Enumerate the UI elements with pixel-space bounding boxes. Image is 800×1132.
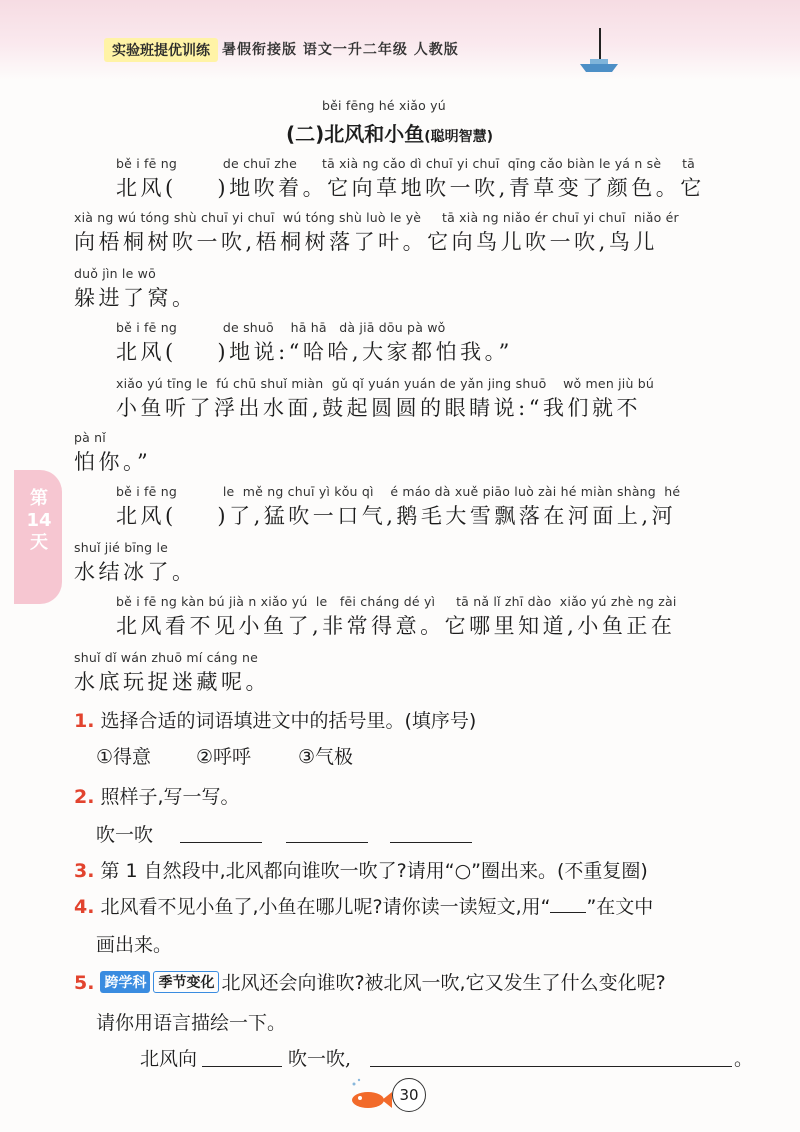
title-text: (二)北风和小鱼 xyxy=(286,122,425,146)
sailboat-icon xyxy=(576,26,622,76)
question-1 xyxy=(74,706,476,733)
day-side-tab xyxy=(14,470,62,604)
title-note: (聪明智慧) xyxy=(424,129,494,145)
passage-title xyxy=(286,118,493,147)
answer-blank-1[interactable] xyxy=(180,842,262,843)
passage-line-7-pinyin: bě i fē ng le mě ng chuī yì kǒu qì é máo dà xuě piāo luò zài hé miàn shàng hé xyxy=(116,484,681,499)
passage-line-1: 北风( )地吹着。它向草地吹一吹,青草变了颜色。它 xyxy=(116,176,705,200)
question-3-number: 3. xyxy=(74,860,95,882)
question-3 xyxy=(74,856,648,883)
question-1-text: 选择合适的词语填进文中的括号里。(填序号) xyxy=(100,710,477,732)
question-5 xyxy=(74,968,666,995)
example-word: 吹一吹 xyxy=(96,824,154,846)
fill-blank-who[interactable] xyxy=(202,1066,282,1067)
question-5-text-b: 请你用语言描绘一下。 xyxy=(96,1012,287,1034)
fill-prompt-a: 北风向 xyxy=(140,1048,198,1070)
passage-line-6-pinyin: pà nǐ xyxy=(74,430,106,445)
question-4 xyxy=(74,892,653,919)
question-3-text: 第 1 自然段中,北风都向谁吹一吹了?请用“○”圈出来。(不重复圈) xyxy=(100,860,648,882)
passage-line-4-pinyin: bě i fē ng de shuō hā hā dà jiā dōu pà wǒ xyxy=(116,320,446,335)
fill-prompt-b: 吹一吹, xyxy=(288,1048,352,1070)
passage-line-5-pinyin: xiǎo yú tīng le fú chū shuǐ miàn gǔ qǐ yuán yuán de yǎn jing shuō wǒ men jiù bú xyxy=(116,376,655,391)
option-3: ③气极 xyxy=(298,746,354,768)
book-edition-info: 暑假衔接版 语文一升二年级 人教版 xyxy=(222,42,459,58)
question-2-number: 2. xyxy=(74,786,95,808)
fill-blank-change[interactable] xyxy=(370,1066,732,1067)
question-4-text-a: 北风看不见小鱼了,小鱼在哪儿呢?请你读一读短文,用“ xyxy=(100,896,551,918)
passage-line-5: 小鱼听了浮出水面,鼓起圆圆的眼睛说:“我们就不 xyxy=(116,396,641,420)
question-5-number: 5. xyxy=(74,972,95,994)
passage-line-6: 怕你。” xyxy=(74,450,152,474)
underline-sample xyxy=(550,898,586,913)
day-label: 第14天 xyxy=(26,488,52,553)
passage-line-8: 水结冰了。 xyxy=(74,560,197,584)
question-4-number: 4. xyxy=(74,896,95,918)
passage-line-7: 北风( )了,猛吹一口气,鹅毛大雪飘落在河面上,河 xyxy=(116,504,677,528)
passage-line-10-pinyin: shuǐ dǐ wán zhuō mí cáng ne xyxy=(74,650,258,665)
book-series-badge: 实验班提优训练 xyxy=(104,38,218,62)
answer-blank-3[interactable] xyxy=(390,842,472,843)
passage-line-8-pinyin: shuǐ jié bīng le xyxy=(74,540,169,555)
answer-blank-2[interactable] xyxy=(286,842,368,843)
option-1: ①得意 xyxy=(96,746,152,768)
option-2: ②呼呼 xyxy=(196,746,252,768)
passage-line-3-pinyin: duǒ jìn le wō xyxy=(74,266,156,281)
question-5-text-a: 北风还会向谁吹?被北风一吹,它又发生了什么变化呢? xyxy=(221,972,666,994)
page-number: 30 xyxy=(392,1078,426,1112)
question-4-continued: 画出来。 xyxy=(96,934,173,956)
fill-end-mark: 。 xyxy=(734,1048,754,1070)
passage-line-3: 躲进了窝。 xyxy=(74,286,197,310)
passage-line-9: 北风看不见小鱼了,非常得意。它哪里知道,小鱼正在 xyxy=(116,614,676,638)
cross-subject-tag: 跨学科 xyxy=(100,971,150,993)
fish-icon xyxy=(346,1076,394,1112)
question-2 xyxy=(74,782,240,809)
title-pinyin: běi fēng hé xiǎo yú xyxy=(322,98,446,113)
question-2-text: 照样子,写一写。 xyxy=(100,786,240,808)
passage-line-2: 向梧桐树吹一吹,梧桐树落了叶。它向鸟儿吹一吹,鸟儿 xyxy=(74,230,658,254)
passage-line-4: 北风( )地说:“哈哈,大家都怕我。” xyxy=(116,340,513,364)
passage-line-10: 水底玩捉迷藏呢。 xyxy=(74,670,270,694)
question-4-text-b: ”在文中 xyxy=(586,896,654,918)
passage-line-1-pinyin: bě i fē ng de chuī zhe tā xià ng cǎo dì chuī yi chuī qīng cǎo biàn le yá n sè tā xyxy=(116,156,696,171)
question-1-number: 1. xyxy=(74,710,95,732)
passage-line-2-pinyin: xià ng wú tóng shù chuī yi chuī wú tóng shù luò le yè tā xià ng niǎo ér chuī yi chuī niǎo ér xyxy=(74,210,679,225)
season-change-tag: 季节变化 xyxy=(153,971,219,993)
passage-line-9-pinyin: bě i fē ng kàn bú jià n xiǎo yú le fēi cháng dé yì tā nǎ lǐ zhī dào xiǎo yú zhè ng zài xyxy=(116,594,677,609)
